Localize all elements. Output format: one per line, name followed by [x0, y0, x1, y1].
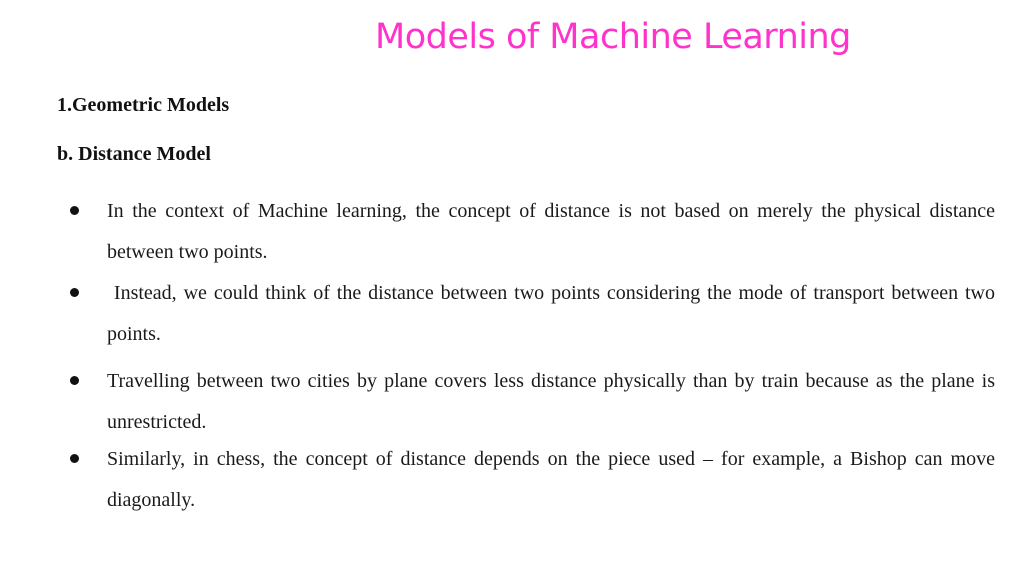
slide-title: Models of Machine Learning [375, 17, 851, 57]
bullet-dot-icon [70, 454, 79, 463]
subsection-heading: b. Distance Model [57, 143, 211, 165]
bullet-text: Travelling between two cities by plane covers less distance physically than by train because as the plane is unrestricted. [107, 370, 995, 433]
bullet-text: In the context of Machine learning, the concept of distance is not based on merely the physical distance between two points. [107, 200, 995, 263]
bullet-dot-icon [70, 206, 79, 215]
bullet-dot-icon [70, 376, 79, 385]
bullet-item [107, 191, 995, 273]
bullet-dot-icon [70, 288, 79, 297]
bullet-text: Instead, we could think of the distance between two points considering the mode of transport between two points. [107, 282, 1000, 345]
bullet-item [107, 439, 995, 521]
bullet-text: Similarly, in chess, the concept of distance depends on the piece used – for example, a Bishop can move diagonally. [107, 448, 995, 511]
bullet-item [107, 361, 995, 443]
section-heading: 1.Geometric Models [57, 94, 230, 116]
bullet-item [107, 273, 1000, 355]
